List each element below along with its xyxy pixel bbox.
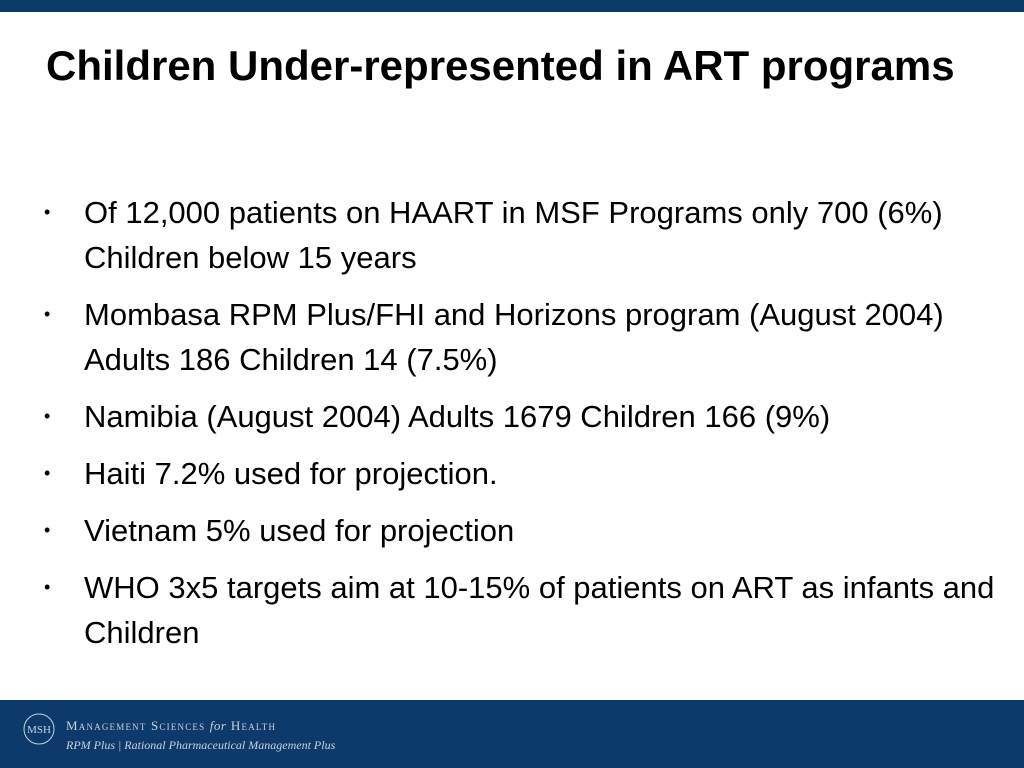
msh-logo-icon xyxy=(22,712,56,746)
svg-text:MSH: MSH xyxy=(27,724,51,736)
bullet-item xyxy=(40,394,1000,439)
bullet-text: Haiti 7.2% used for projection. xyxy=(84,456,498,491)
bullet-icon: • xyxy=(44,406,51,426)
bullet-item xyxy=(40,565,1000,655)
organization-name: Management Sciences for Health xyxy=(66,718,277,733)
program-name: RPM Plus | Rational Pharmaceutical Management Plus xyxy=(66,738,336,752)
bullet-icon: • xyxy=(44,304,51,324)
bullet-icon: • xyxy=(44,202,51,222)
bullet-item xyxy=(40,508,1000,553)
bullet-text: WHO 3x5 targets aim at 10-15% of patients on ART as infants and Children xyxy=(84,570,995,650)
bullet-icon: • xyxy=(44,520,51,540)
bullet-item xyxy=(40,190,1000,280)
slide-title: Children Under-represented in ART programs xyxy=(46,42,955,89)
bullet-item xyxy=(40,451,1000,496)
bullet-list xyxy=(40,190,1000,667)
bullet-text: Namibia (August 2004) Adults 1679 Children 166 (9%) xyxy=(84,399,831,434)
bullet-text: Of 12,000 patients on HAART in MSF Programs only 700 (6%) Children below 15 years xyxy=(84,195,943,275)
bullet-icon: • xyxy=(44,463,51,483)
bullet-item xyxy=(40,292,1000,382)
bullet-text: Mombasa RPM Plus/FHI and Horizons program (August 2004) Adults 186 Children 14 (7.5%) xyxy=(84,297,944,377)
top-accent-bar xyxy=(0,0,1024,12)
bullet-icon: • xyxy=(44,577,51,597)
bullet-text: Vietnam 5% used for projection xyxy=(84,513,515,548)
footer-bar xyxy=(0,700,1024,768)
